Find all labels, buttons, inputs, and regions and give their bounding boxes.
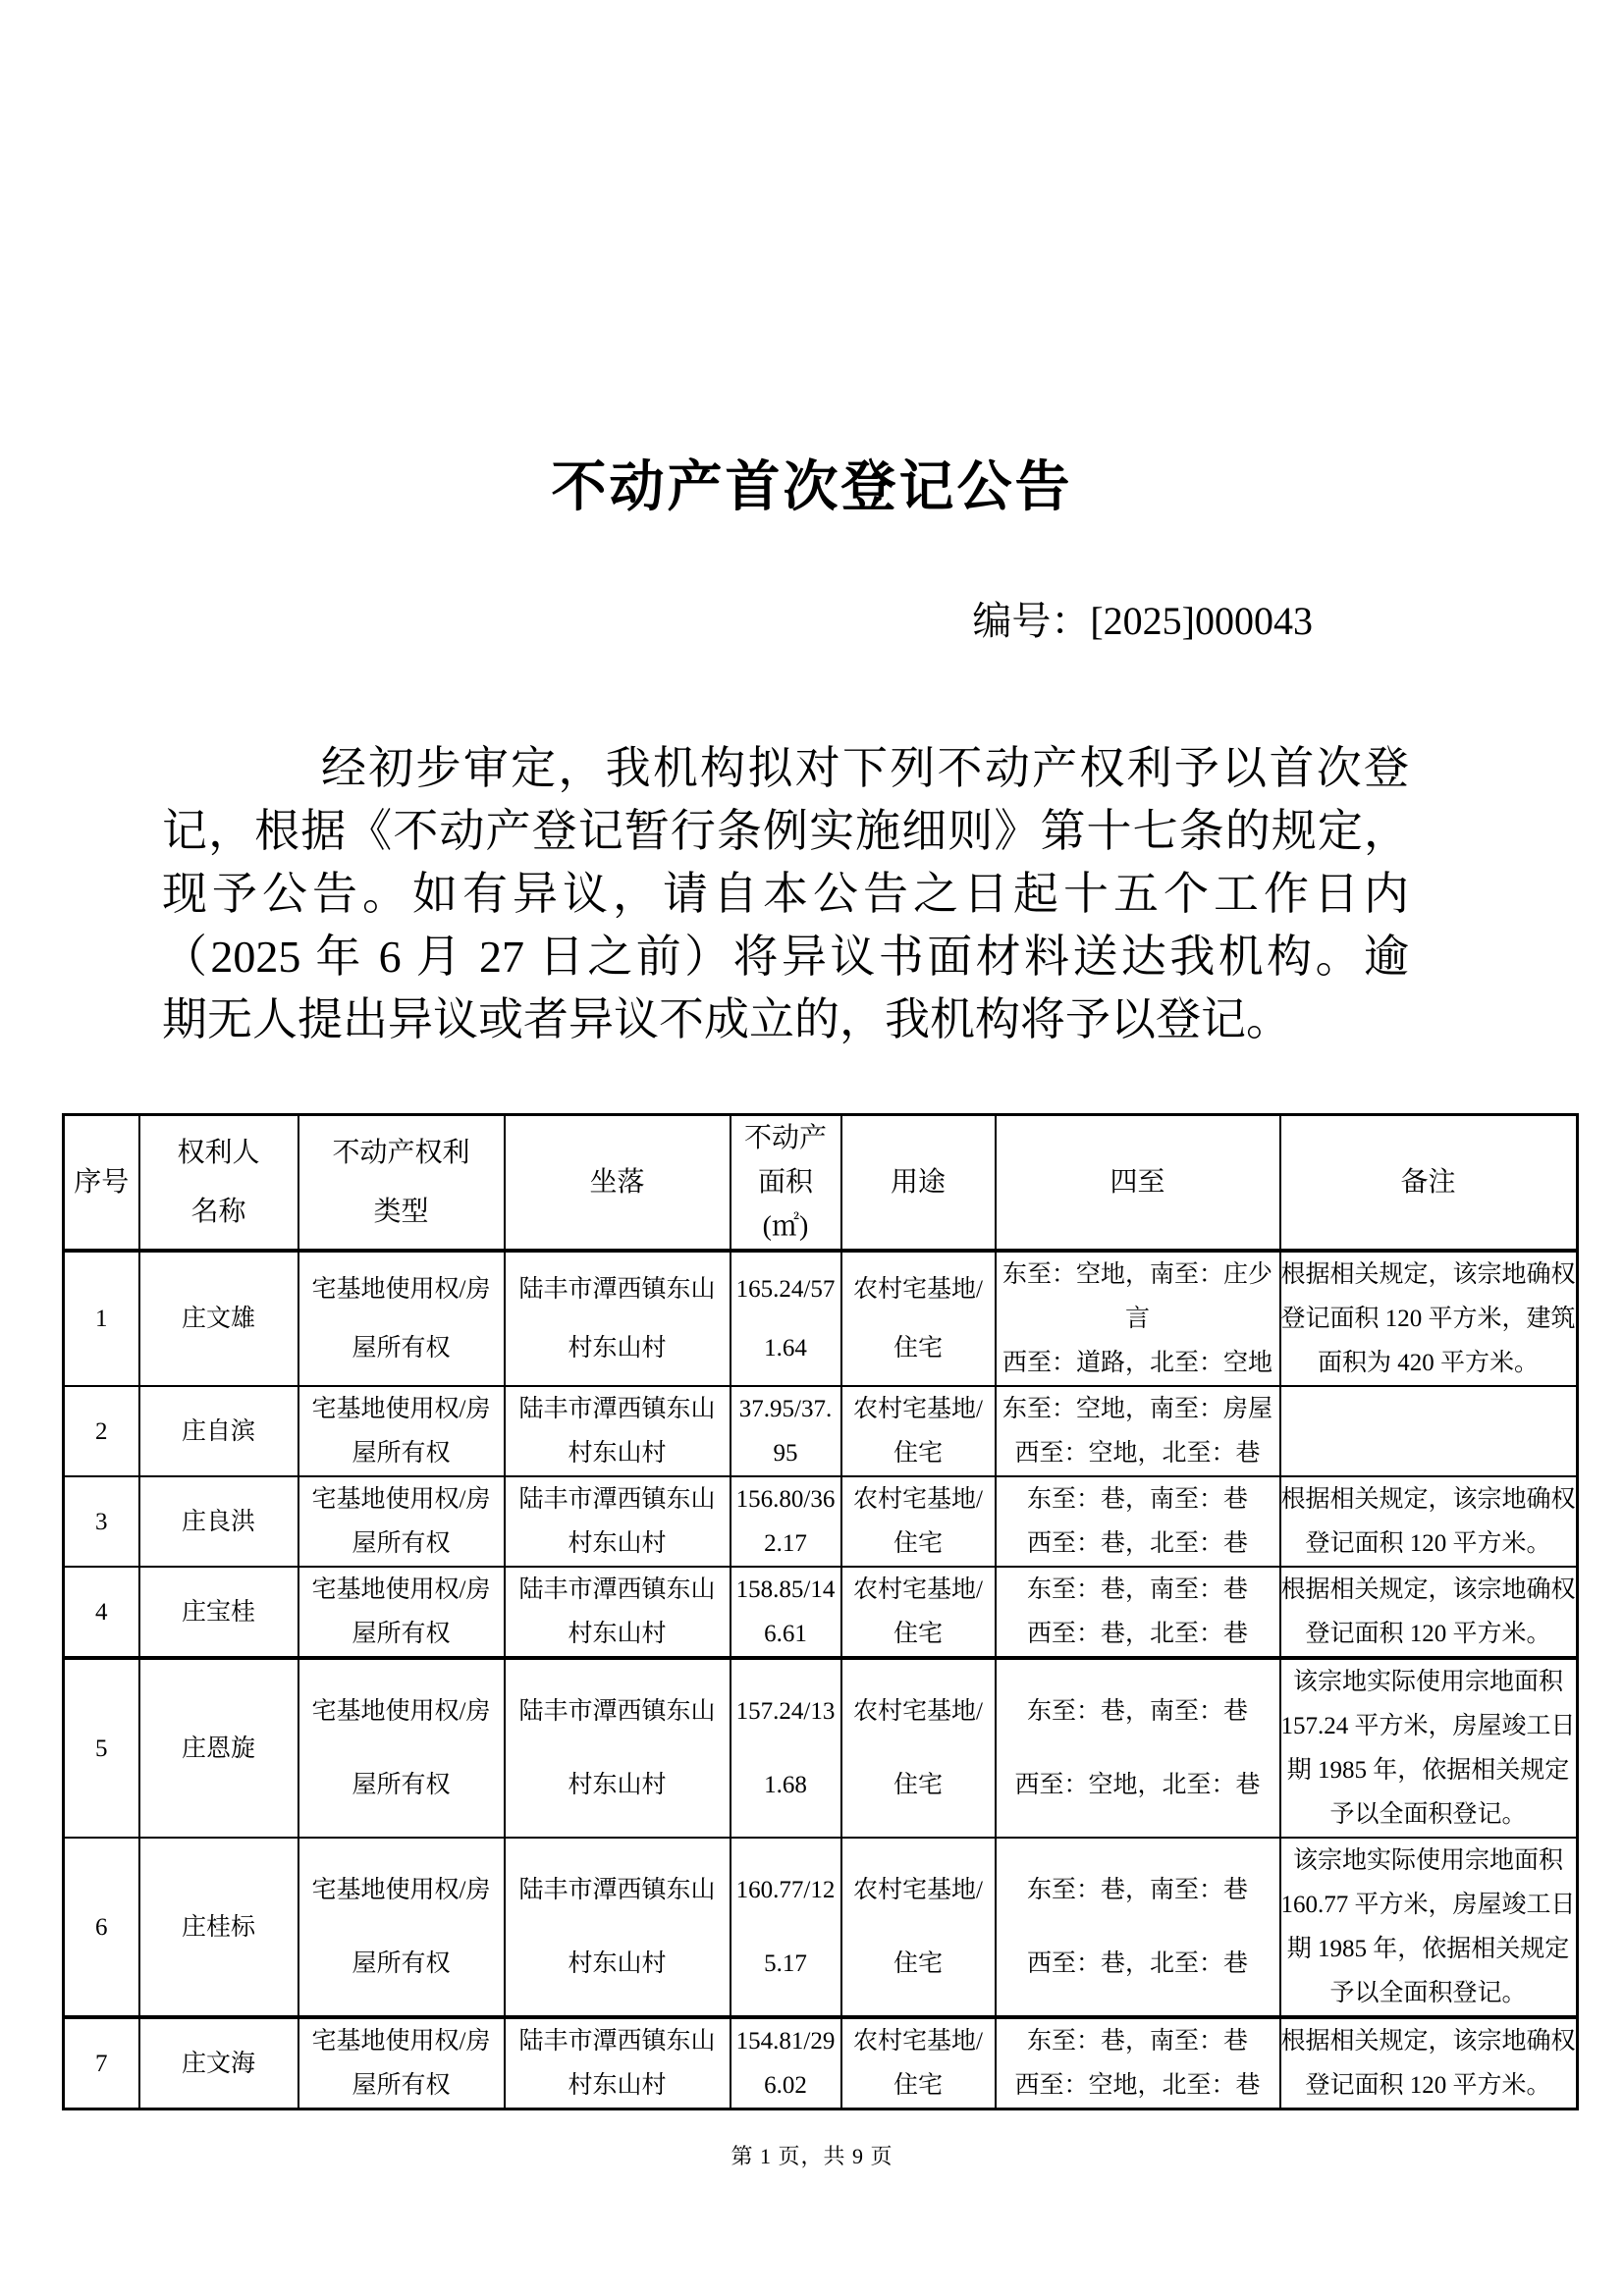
cell-line: 西至：巷，北至：巷	[1026, 1530, 1248, 1558]
cell-content	[299, 2019, 504, 2108]
cell-line: 农村宅基地/	[853, 1276, 983, 1304]
cell-line: 屋所有权	[352, 1621, 451, 1648]
cell-line: 住宅	[893, 2072, 943, 2100]
cell-line: 西至：巷，北至：巷	[1026, 1621, 1248, 1648]
table-cell	[731, 1838, 841, 2017]
cell-content	[299, 1253, 504, 1385]
cell-line: 157.24/13	[735, 1698, 836, 1726]
cell-content	[506, 1387, 730, 1475]
table-cell	[731, 1567, 841, 1658]
cell-line: 宅基地使用权/房	[311, 1486, 491, 1514]
cell-content	[506, 2019, 730, 2108]
cell-line: 1	[95, 1306, 108, 1333]
cell-line: 期 1985 年，依据相关规定	[1286, 1936, 1570, 1963]
cell-line: 东至：空地，南至：庄少	[1001, 1261, 1272, 1289]
cell-line: 2.17	[764, 1530, 807, 1558]
cell-content	[140, 1116, 298, 1249]
table-cell	[505, 1567, 731, 1658]
cell-content	[506, 1568, 730, 1656]
cell-line: 宅基地使用权/房	[311, 1576, 491, 1604]
cell-line: 160.77 平方米，房屋竣工日	[1280, 1892, 1576, 1919]
cell-line: 157.24 平方米，房屋竣工日	[1280, 1713, 1576, 1740]
table-header-cell	[996, 1115, 1280, 1252]
cell-content	[1281, 1568, 1576, 1656]
table-cell	[731, 1476, 841, 1567]
cell-line: 不动产权利	[332, 1138, 470, 1169]
table-cell	[64, 1838, 139, 2017]
table-row	[64, 1251, 1578, 1386]
table-cell	[139, 1658, 298, 1838]
cell-content	[1281, 1477, 1576, 1566]
cell-content	[842, 1568, 995, 1656]
cell-line: 不动产	[743, 1123, 827, 1154]
cell-line: 屋所有权	[352, 1440, 451, 1468]
cell-content	[997, 1839, 1279, 2015]
cell-line: 165.24/57	[735, 1276, 836, 1304]
paragraph-line: 记，根据《不动产登记暂行条例实施细则》第十七条的规定，	[162, 806, 1409, 857]
cell-content	[842, 1387, 995, 1475]
table-cell	[139, 1567, 298, 1658]
table-cell	[505, 1386, 731, 1476]
cell-line: 156.80/36	[735, 1486, 836, 1514]
table-cell	[841, 1658, 996, 1838]
cell-line: 陆丰市潭西镇东山	[518, 1877, 716, 1904]
cell-line: 登记面积 120 平方米。	[1305, 1621, 1551, 1648]
page-title: 不动产首次登记公告	[551, 455, 1073, 517]
table-cell	[996, 1567, 1280, 1658]
cell-content	[140, 1568, 298, 1656]
cell-content	[842, 1477, 995, 1566]
cell-content	[1281, 1660, 1576, 1837]
table-cell	[505, 2017, 731, 2109]
cell-line: 坐落	[589, 1167, 645, 1199]
cell-content	[140, 1387, 298, 1475]
cell-line: 宅基地使用权/房	[311, 1698, 491, 1726]
cell-line: 东至：巷，南至：巷	[1026, 1576, 1248, 1604]
table-cell	[64, 1251, 139, 1386]
cell-line: 农村宅基地/	[853, 1486, 983, 1514]
cell-line: 该宗地实际使用宗地面积	[1293, 1847, 1564, 1875]
cell-line: 村东山村	[568, 1530, 667, 1558]
cell-line: 根据相关规定，该宗地确权	[1280, 1261, 1576, 1289]
cell-content	[506, 1116, 730, 1249]
table-header-cell	[139, 1115, 298, 1252]
cell-content	[506, 1253, 730, 1385]
cell-line: 4	[95, 1598, 108, 1626]
cell-line: 东至：巷，南至：巷	[1026, 2028, 1248, 2056]
table-cell	[64, 1567, 139, 1658]
cell-content	[299, 1839, 504, 2015]
announcement-paragraph	[162, 737, 1409, 1051]
table-cell	[64, 1476, 139, 1567]
cell-line: 2	[95, 1417, 108, 1445]
doc-number: 编号：[2025]000043	[972, 599, 1313, 644]
cell-line: 160.77/12	[735, 1877, 836, 1904]
cell-line: 四至	[1110, 1167, 1165, 1199]
cell-content	[1281, 2019, 1576, 2108]
cell-content	[997, 1253, 1279, 1385]
cell-line: 7	[95, 2050, 108, 2077]
cell-line: 权利人	[177, 1138, 260, 1169]
cell-line: 1.68	[764, 1772, 807, 1799]
table-cell	[505, 1476, 731, 1567]
cell-line: 农村宅基地/	[853, 1698, 983, 1726]
table-cell	[505, 1838, 731, 2017]
cell-line: 农村宅基地/	[853, 2028, 983, 2056]
paragraph-line: 期无人提出异议或者异议不成立的，我机构将予以登记。	[162, 994, 1291, 1045]
cell-line: 庄自滨	[181, 1417, 255, 1445]
cell-line: 用途	[890, 1167, 946, 1199]
cell-line: 陆丰市潭西镇东山	[518, 1576, 716, 1604]
cell-line: 登记面积 120 平方米。	[1305, 1530, 1551, 1558]
table-header-cell	[1280, 1115, 1578, 1252]
table-cell	[731, 1251, 841, 1386]
cell-line: 期 1985 年，依据相关规定	[1286, 1757, 1570, 1785]
table-cell	[1280, 1476, 1578, 1567]
table-cell	[731, 1658, 841, 1838]
cell-line: 登记面积 120 平方米。	[1305, 2072, 1551, 2100]
table-cell	[1280, 1838, 1578, 2017]
cell-line: 面积	[757, 1167, 813, 1199]
table-cell	[996, 2017, 1280, 2109]
cell-line: 庄恩旋	[181, 1735, 255, 1762]
paragraph-line: （2025 年 6 月 27 日之前）将异议书面材料送达我机构。逾	[162, 932, 1409, 983]
cell-content	[65, 1660, 138, 1837]
table-row	[64, 1838, 1578, 2017]
cell-line: 西至：空地，北至：巷	[1014, 1772, 1261, 1799]
cell-content	[65, 1387, 138, 1475]
cell-line: 屋所有权	[352, 2072, 451, 2100]
cell-content	[65, 1116, 138, 1249]
cell-line: 言	[1124, 1306, 1150, 1333]
cell-content	[506, 1839, 730, 2015]
cell-content	[65, 1568, 138, 1656]
cell-content	[1281, 1839, 1576, 2015]
table-cell	[298, 1251, 505, 1386]
cell-line: 3	[95, 1508, 108, 1535]
table-cell	[505, 1251, 731, 1386]
table-header-cell	[841, 1115, 996, 1252]
cell-content	[842, 1660, 995, 1837]
cell-content	[299, 1387, 504, 1475]
table-cell	[139, 1251, 298, 1386]
table-cell	[139, 1386, 298, 1476]
cell-line: 5	[95, 1735, 108, 1762]
cell-content	[842, 1253, 995, 1385]
cell-line: 村东山村	[568, 1950, 667, 1978]
cell-line: 农村宅基地/	[853, 1396, 983, 1423]
cell-line: 庄文海	[181, 2050, 255, 2077]
cell-line: 名称	[190, 1197, 246, 1228]
cell-line: 屋所有权	[352, 1950, 451, 1978]
cell-content	[299, 1116, 504, 1249]
cell-line: 6.61	[764, 1621, 807, 1648]
cell-line: 宅基地使用权/房	[311, 1276, 491, 1304]
table-row	[64, 1658, 1578, 1838]
table-row	[64, 1386, 1578, 1476]
table-cell	[298, 2017, 505, 2109]
cell-line: 予以全面积登记。	[1329, 1801, 1527, 1829]
table-header-row	[64, 1115, 1578, 1252]
cell-line: 庄桂标	[181, 1913, 255, 1941]
cell-content	[997, 1660, 1279, 1837]
cell-content	[1281, 1253, 1576, 1385]
cell-content	[65, 1253, 138, 1385]
table-cell	[298, 1567, 505, 1658]
table-cell	[64, 2017, 139, 2109]
table-cell	[1280, 1251, 1578, 1386]
table-header-cell	[298, 1115, 505, 1252]
table-row	[64, 1476, 1578, 1567]
cell-content	[731, 1568, 840, 1656]
cell-line: 类型	[373, 1197, 429, 1228]
cell-content	[731, 2019, 840, 2108]
table-cell	[996, 1251, 1280, 1386]
cell-line: 住宅	[893, 1530, 943, 1558]
registration-table	[62, 1113, 1579, 2110]
table-header-cell	[731, 1115, 841, 1252]
cell-line: 东至：空地，南至：房屋	[1001, 1396, 1272, 1423]
cell-line: 西至：巷，北至：巷	[1026, 1950, 1248, 1978]
cell-line: 西至：道路，北至：空地	[1001, 1350, 1272, 1377]
table-cell	[841, 1838, 996, 2017]
cell-line: 37.95/37.	[738, 1396, 833, 1423]
cell-line: 154.81/29	[735, 2028, 836, 2056]
cell-content	[65, 2019, 138, 2108]
table-row	[64, 2017, 1578, 2109]
table-cell	[139, 1838, 298, 2017]
cell-line: 宅基地使用权/房	[311, 2028, 491, 2056]
cell-line: 根据相关规定，该宗地确权	[1280, 2028, 1576, 2056]
cell-line: 158.85/14	[735, 1576, 836, 1604]
cell-content	[842, 1839, 995, 2015]
cell-content	[140, 1839, 298, 2015]
cell-line: 住宅	[893, 1440, 943, 1468]
cell-content	[842, 1116, 995, 1249]
cell-line: 面积为 420 平方米。	[1318, 1350, 1540, 1377]
cell-content	[997, 1477, 1279, 1566]
cell-line: 村东山村	[568, 1440, 667, 1468]
table-cell	[996, 1838, 1280, 2017]
cell-line: 宅基地使用权/房	[311, 1877, 491, 1904]
cell-content	[997, 1387, 1279, 1475]
cell-line: 村东山村	[568, 2072, 667, 2100]
cell-content	[997, 2019, 1279, 2108]
cell-line: 备注	[1400, 1167, 1456, 1199]
cell-line: 屋所有权	[352, 1335, 451, 1362]
cell-line: 西至：空地，北至：巷	[1014, 2072, 1261, 2100]
cell-line: 东至：巷，南至：巷	[1026, 1877, 1248, 1904]
cell-line: 根据相关规定，该宗地确权	[1280, 1486, 1576, 1514]
table-cell	[298, 1386, 505, 1476]
cell-content	[65, 1477, 138, 1566]
table-header-cell	[505, 1115, 731, 1252]
cell-line: 序号	[74, 1167, 130, 1199]
table-cell	[841, 1476, 996, 1567]
cell-content	[299, 1477, 504, 1566]
page-footer: 第 1 页，共 9 页	[731, 2144, 893, 2169]
cell-content	[1281, 1116, 1576, 1249]
table-cell	[841, 1567, 996, 1658]
table-cell	[1280, 1567, 1578, 1658]
paragraph-line: 经初步审定，我机构拟对下列不动产权利予以首次登	[321, 743, 1409, 794]
cell-line: 农村宅基地/	[853, 1576, 983, 1604]
cell-content	[506, 1477, 730, 1566]
cell-line: 村东山村	[568, 1621, 667, 1648]
table-header	[64, 1115, 1578, 1252]
cell-line: 根据相关规定，该宗地确权	[1280, 1576, 1576, 1604]
cell-content	[731, 1660, 840, 1837]
table-cell	[841, 1386, 996, 1476]
cell-line: 住宅	[893, 1950, 943, 1978]
table-cell	[841, 2017, 996, 2109]
cell-line: 庄宝桂	[181, 1598, 255, 1626]
cell-content	[731, 1387, 840, 1475]
table-cell	[298, 1476, 505, 1567]
cell-content	[140, 1477, 298, 1566]
cell-content	[1281, 1387, 1576, 1475]
table-cell	[731, 2017, 841, 2109]
cell-line: 该宗地实际使用宗地面积	[1293, 1669, 1564, 1696]
cell-line: 东至：巷，南至：巷	[1026, 1698, 1248, 1726]
cell-line: 95	[773, 1440, 798, 1468]
table-cell	[731, 1386, 841, 1476]
table-cell	[996, 1386, 1280, 1476]
cell-line: 陆丰市潭西镇东山	[518, 1698, 716, 1726]
cell-content	[997, 1568, 1279, 1656]
cell-content	[731, 1839, 840, 2015]
cell-line: 住宅	[893, 1335, 943, 1362]
table-row	[64, 1567, 1578, 1658]
cell-content	[65, 1839, 138, 2015]
cell-content	[140, 1660, 298, 1837]
table-cell	[139, 1476, 298, 1567]
table-header-cell	[64, 1115, 139, 1252]
table-cell	[298, 1658, 505, 1838]
cell-content	[731, 1253, 840, 1385]
cell-line: 庄文雄	[181, 1306, 255, 1333]
table-cell	[996, 1476, 1280, 1567]
cell-content	[997, 1116, 1279, 1249]
cell-line: 宅基地使用权/房	[311, 1396, 491, 1423]
paragraph-line: 现予公告。如有异议，请自本公告之日起十五个工作日内	[162, 869, 1409, 920]
cell-line: 东至：巷，南至：巷	[1026, 1486, 1248, 1514]
cell-line: 6.02	[764, 2072, 807, 2100]
cell-line: 登记面积 120 平方米，建筑	[1280, 1306, 1576, 1333]
table-cell	[1280, 1386, 1578, 1476]
cell-content	[299, 1660, 504, 1837]
cell-line: 陆丰市潭西镇东山	[518, 2028, 716, 2056]
cell-content	[731, 1477, 840, 1566]
cell-line: 住宅	[893, 1621, 943, 1648]
table-cell	[1280, 1658, 1578, 1838]
cell-line: 村东山村	[568, 1335, 667, 1362]
cell-line: 陆丰市潭西镇东山	[518, 1396, 716, 1423]
cell-line: 屋所有权	[352, 1530, 451, 1558]
cell-line: 屋所有权	[352, 1772, 451, 1799]
cell-content	[140, 1253, 298, 1385]
cell-content	[731, 1116, 840, 1249]
table-cell	[841, 1251, 996, 1386]
cell-line: 庄良洪	[181, 1508, 255, 1535]
cell-line: 予以全面积登记。	[1329, 1980, 1527, 2007]
cell-line: 陆丰市潭西镇东山	[518, 1486, 716, 1514]
cell-content	[140, 2019, 298, 2108]
cell-content	[842, 2019, 995, 2108]
table-cell	[505, 1658, 731, 1838]
cell-content	[506, 1660, 730, 1837]
table-cell	[64, 1658, 139, 1838]
cell-line: 陆丰市潭西镇东山	[518, 1276, 716, 1304]
table-cell	[996, 1658, 1280, 1838]
cell-line: 村东山村	[568, 1772, 667, 1799]
table-body	[64, 1251, 1578, 2109]
table-cell	[139, 2017, 298, 2109]
table-cell	[298, 1838, 505, 2017]
cell-line: 6	[95, 1913, 108, 1941]
cell-line: 西至：空地，北至：巷	[1014, 1440, 1261, 1468]
cell-line: 住宅	[893, 1772, 943, 1799]
cell-line: 农村宅基地/	[853, 1877, 983, 1904]
cell-line: 5.17	[764, 1950, 807, 1978]
cell-content	[299, 1568, 504, 1656]
cell-line: (㎡)	[762, 1211, 809, 1243]
table-cell	[64, 1386, 139, 1476]
cell-line: 1.64	[764, 1335, 807, 1362]
table-cell	[1280, 2017, 1578, 2109]
